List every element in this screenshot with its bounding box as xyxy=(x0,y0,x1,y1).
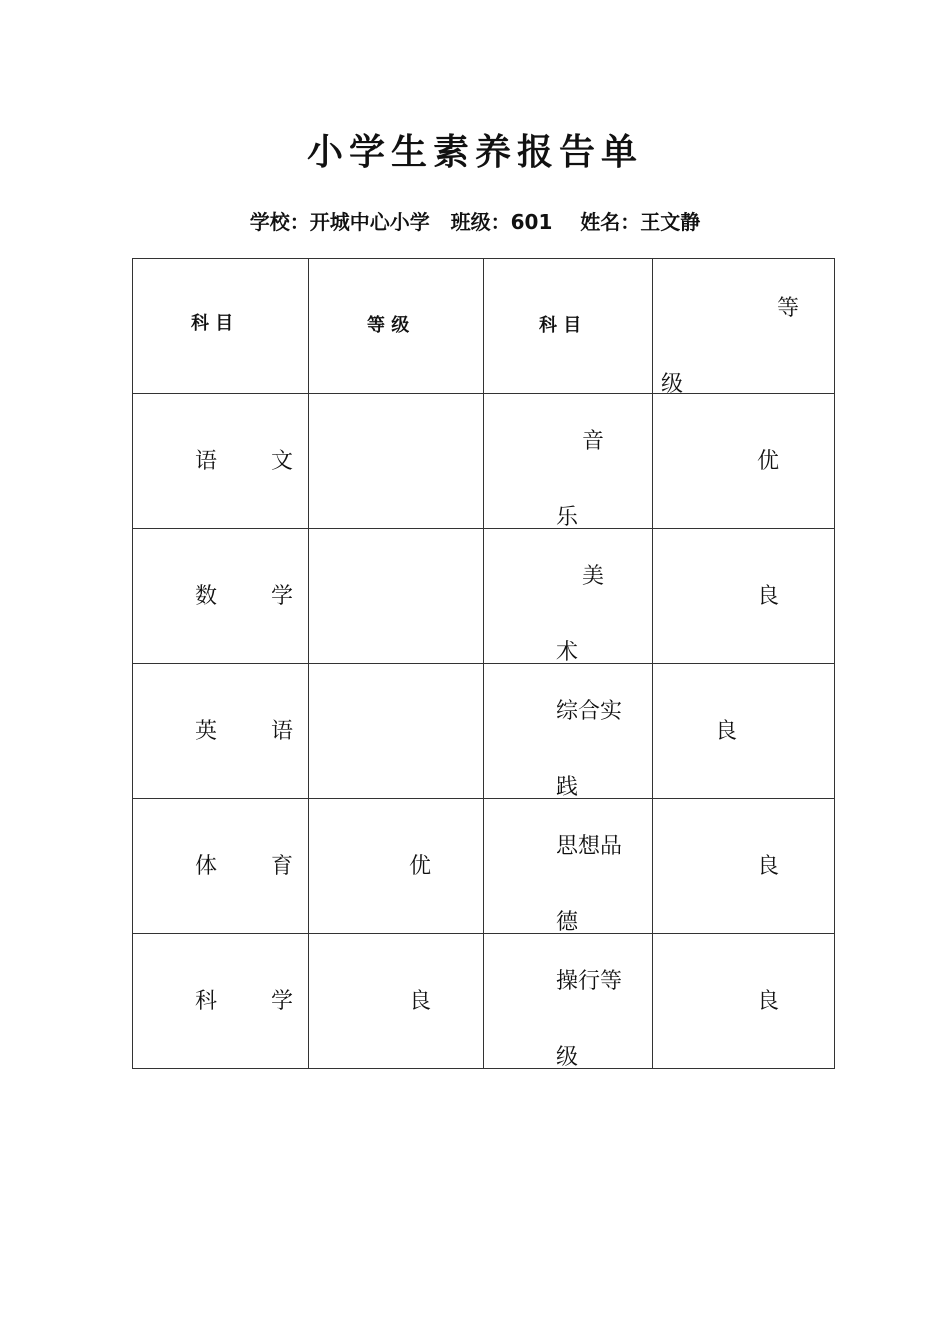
grade-cell xyxy=(309,664,484,799)
subject-label: 思想品德 xyxy=(556,834,623,935)
subject-label: 美术 xyxy=(556,564,605,665)
school-label: 学校： xyxy=(249,210,310,234)
subject-label: 综合实践 xyxy=(556,699,623,800)
subject-label: 英语 xyxy=(195,719,348,744)
grade-cell xyxy=(653,664,835,799)
header-grade-2: 等级 xyxy=(661,296,800,397)
header-subject-2: 科 目 xyxy=(539,315,582,336)
class-value: 601 xyxy=(510,210,553,234)
subject-label: 音乐 xyxy=(556,429,605,530)
grade-value: 优 xyxy=(409,854,432,879)
table-row xyxy=(133,664,835,799)
subject-cell xyxy=(484,394,653,529)
subject-cell xyxy=(484,529,653,664)
grade-cell xyxy=(309,799,484,934)
header-cell-grade xyxy=(309,259,484,394)
subject-label: 体育 xyxy=(195,854,348,879)
name-value: 王文静 xyxy=(640,210,701,234)
grade-cell xyxy=(653,799,835,934)
header-grade-1: 等 级 xyxy=(367,315,410,336)
grade-cell xyxy=(653,394,835,529)
subject-label: 科学 xyxy=(195,989,348,1014)
subject-cell xyxy=(133,394,348,529)
grade-value: 良 xyxy=(715,719,738,744)
table-row xyxy=(133,394,835,529)
subject-cell xyxy=(133,799,348,934)
subject-cell xyxy=(484,664,653,799)
page-title: 小学生素养报告单 xyxy=(306,132,643,173)
table-header-row xyxy=(133,259,835,394)
grade-cell xyxy=(653,529,835,664)
report-table xyxy=(132,258,835,1069)
table-row xyxy=(133,934,835,1069)
subject-label: 语文 xyxy=(195,449,348,474)
school-value: 开城中心小学 xyxy=(309,210,430,234)
grade-value: 优 xyxy=(757,449,780,474)
subject-cell xyxy=(133,934,348,1069)
header-cell-subject xyxy=(484,259,653,394)
grade-value: 良 xyxy=(409,989,432,1014)
grade-cell xyxy=(309,394,484,529)
grade-cell xyxy=(309,529,484,664)
subject-cell xyxy=(484,934,653,1069)
grade-value: 良 xyxy=(757,584,780,609)
student-info xyxy=(0,206,950,235)
subject-cell xyxy=(484,799,653,934)
subject-label: 数学 xyxy=(195,584,348,609)
class-label: 班级： xyxy=(450,210,511,234)
header-subject-1: 科 目 xyxy=(191,313,234,334)
table-row xyxy=(133,529,835,664)
grade-value: 良 xyxy=(757,989,780,1014)
grade-cell xyxy=(309,934,484,1069)
subject-cell xyxy=(133,664,348,799)
table-row xyxy=(133,799,835,934)
grade-cell xyxy=(653,934,835,1069)
header-cell-grade xyxy=(653,259,835,397)
header-cell-subject xyxy=(133,259,309,394)
name-label: 姓名： xyxy=(580,210,641,234)
subject-cell xyxy=(133,529,348,664)
grade-value: 良 xyxy=(757,854,780,879)
subject-label: 操行等级 xyxy=(556,969,623,1070)
